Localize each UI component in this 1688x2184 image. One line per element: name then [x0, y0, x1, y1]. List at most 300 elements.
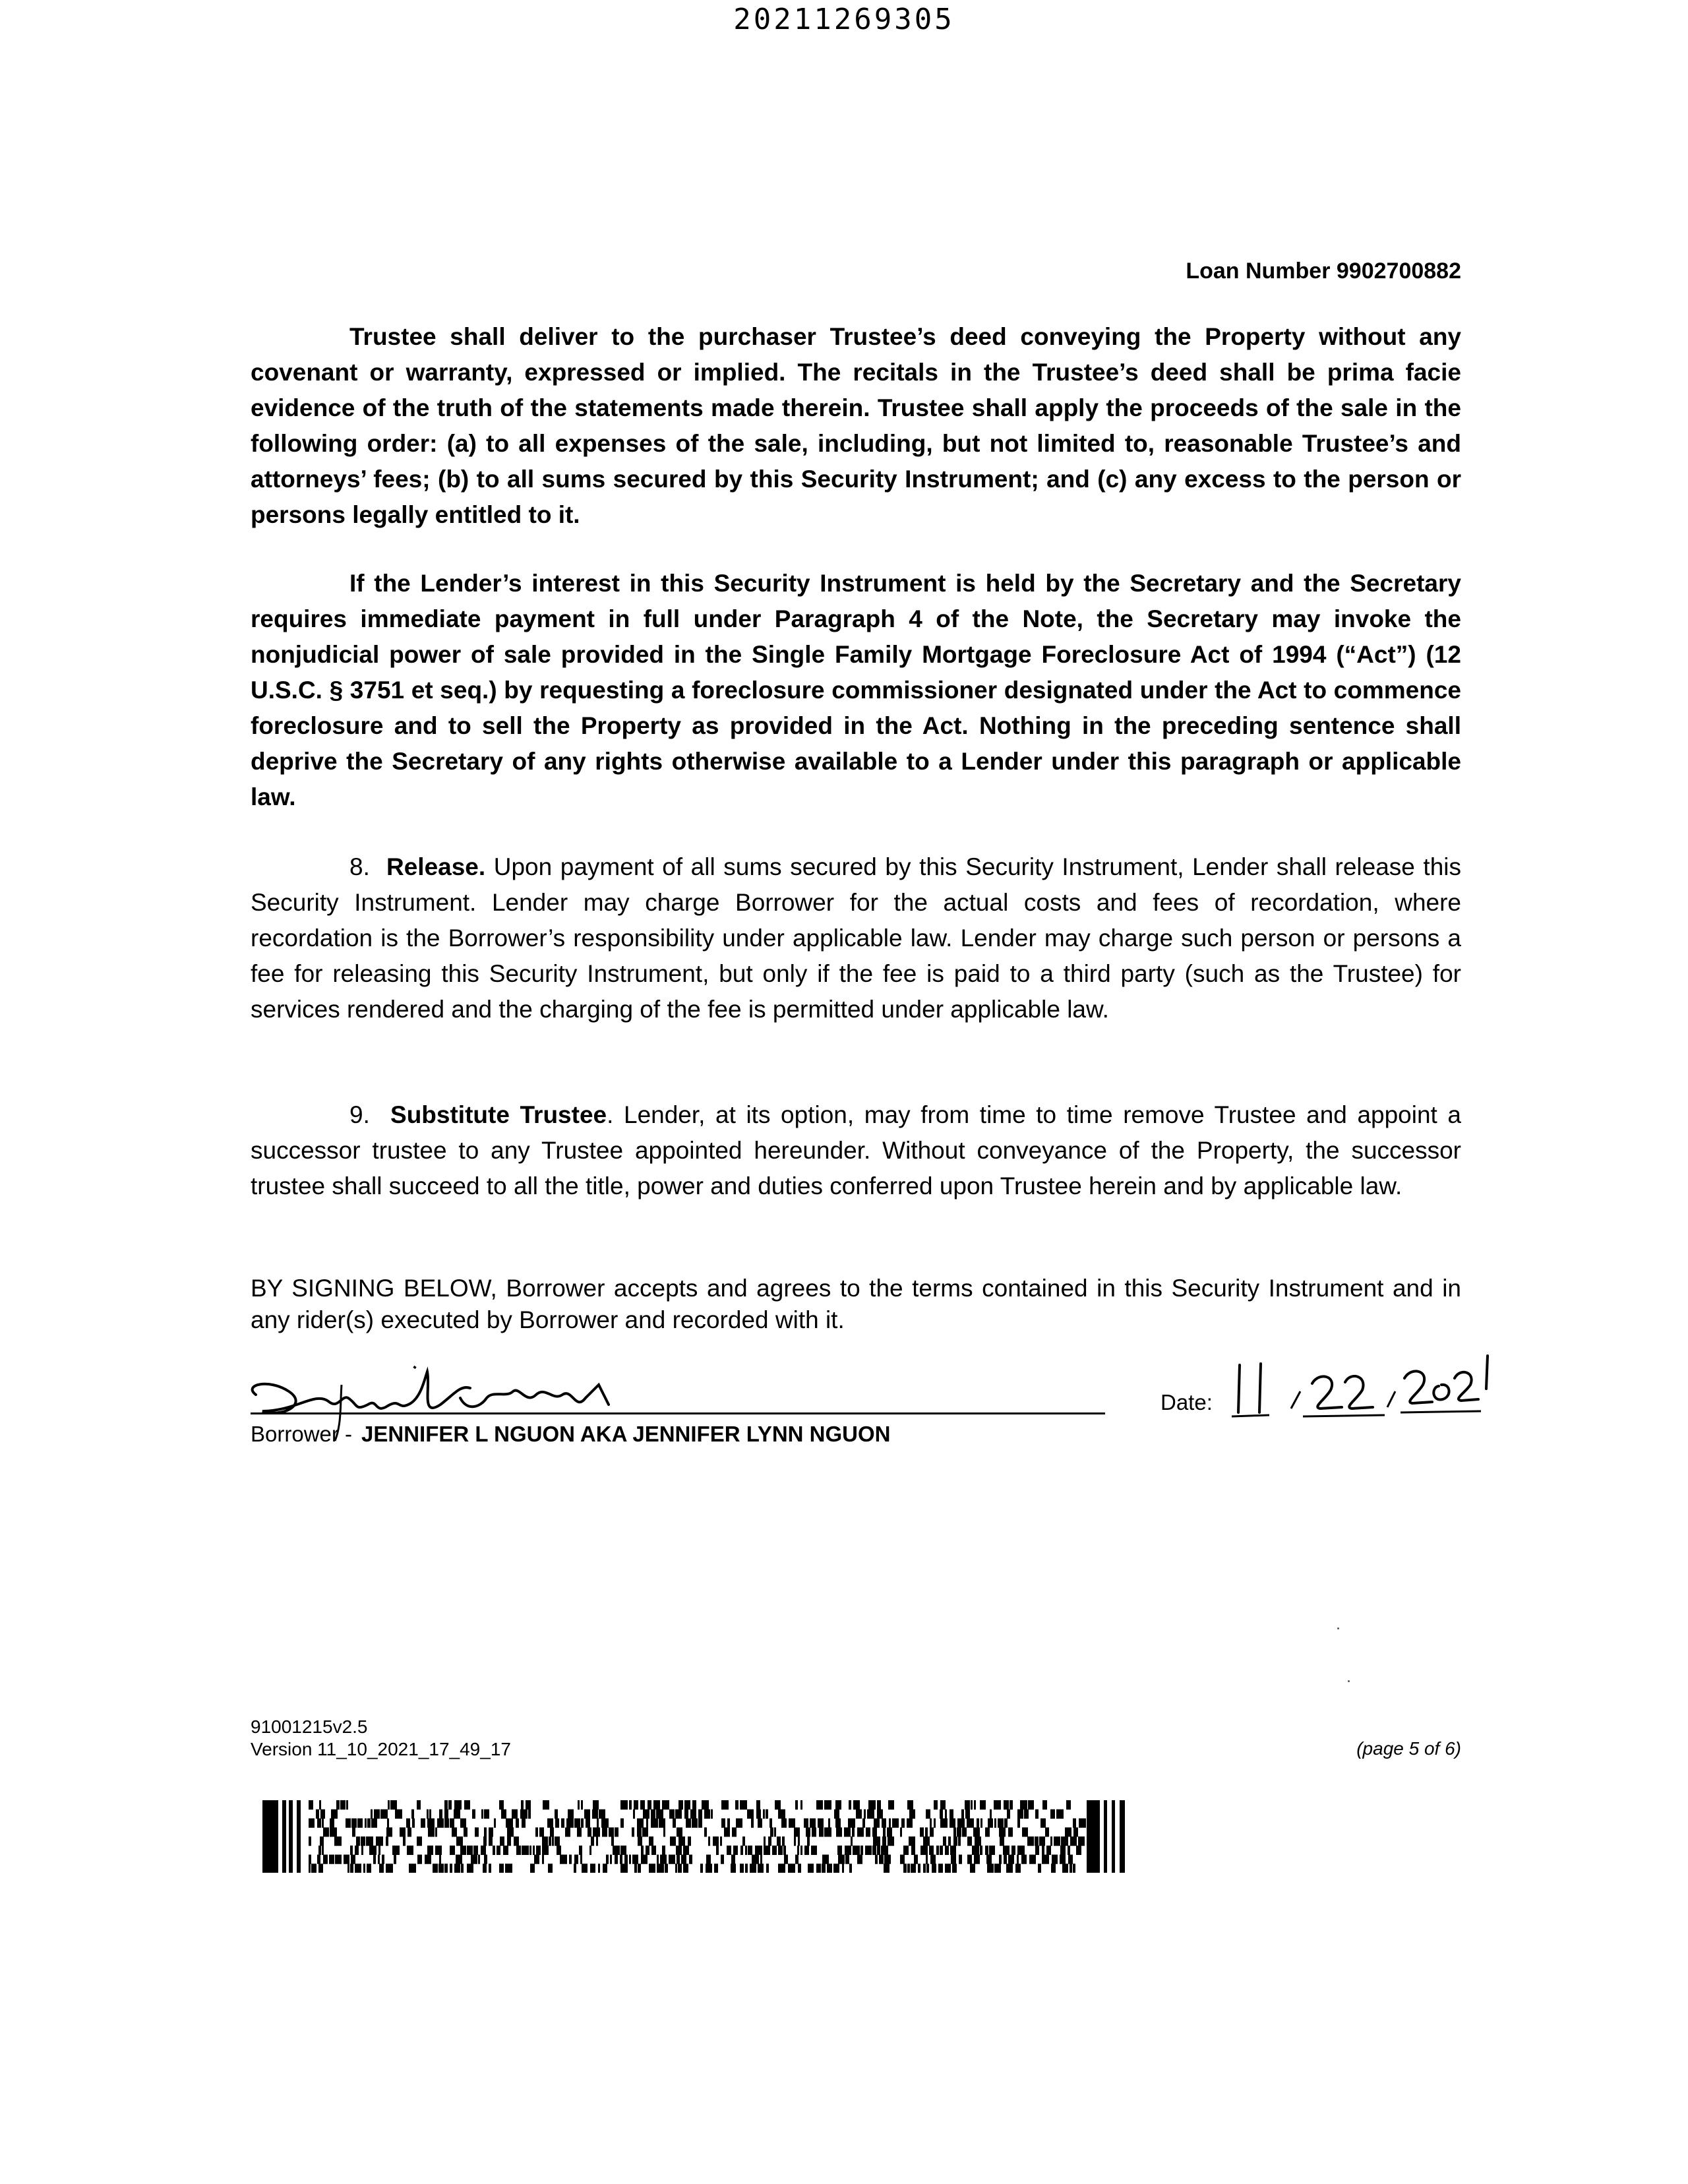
barcode-module	[842, 1864, 844, 1873]
barcode-module	[735, 1800, 738, 1809]
barcode-module	[860, 1846, 863, 1855]
barcode-module	[435, 1827, 437, 1836]
barcode-module	[520, 1809, 528, 1819]
barcode-module	[1022, 1827, 1028, 1836]
barcode-module	[868, 1800, 876, 1809]
barcode-module	[824, 1800, 831, 1809]
barcode-module	[489, 1827, 493, 1836]
barcode-module	[698, 1819, 702, 1828]
barcode-module	[378, 1846, 380, 1855]
barcode-module	[1004, 1819, 1008, 1828]
barcode-module	[926, 1855, 928, 1864]
barcode-module	[907, 1864, 910, 1873]
barcode-module	[499, 1864, 504, 1873]
barcode-module	[800, 1846, 802, 1855]
barcode-module	[659, 1819, 665, 1828]
barcode-module	[806, 1827, 810, 1836]
barcode-module	[580, 1855, 582, 1864]
section-9-substitute-trustee	[251, 1097, 1461, 1204]
barcode-module	[706, 1855, 711, 1864]
barcode-module	[380, 1809, 388, 1819]
barcode-module	[838, 1855, 845, 1864]
barcode-module	[1003, 1846, 1010, 1855]
barcode-module	[1073, 1864, 1075, 1873]
barcode-module	[884, 1864, 889, 1873]
barcode-module	[736, 1819, 742, 1828]
barcode-module	[581, 1800, 583, 1809]
barcode-module	[620, 1855, 622, 1864]
barcode-module	[297, 1800, 301, 1873]
barcode-module	[417, 1855, 422, 1864]
barcode-module	[1017, 1855, 1019, 1864]
barcode-module	[624, 1855, 628, 1864]
barcode-module	[1027, 1836, 1034, 1846]
barcode-module	[357, 1819, 363, 1828]
barcode-module	[866, 1827, 870, 1836]
barcode-module	[552, 1836, 554, 1846]
barcode-module	[903, 1846, 909, 1855]
barcode-module	[857, 1827, 864, 1836]
barcode-module	[386, 1836, 388, 1846]
barcode-module	[448, 1800, 452, 1809]
barcode-module	[986, 1855, 992, 1864]
barcode-module	[388, 1800, 390, 1809]
barcode-module	[528, 1809, 531, 1819]
barcode-module	[522, 1819, 526, 1828]
barcode-module	[323, 1827, 329, 1836]
barcode-module	[516, 1819, 519, 1828]
barcode-module	[569, 1855, 572, 1864]
barcode-module	[881, 1846, 888, 1855]
barcode-module	[930, 1819, 932, 1828]
barcode-module	[778, 1864, 785, 1873]
barcode-module	[811, 1846, 817, 1855]
barcode-module	[950, 1846, 956, 1855]
barcode-module	[926, 1864, 929, 1873]
barcode-module	[460, 1846, 466, 1855]
barcode-module	[957, 1827, 961, 1836]
barcode-module	[798, 1836, 800, 1846]
barcode-module	[673, 1819, 676, 1828]
barcode-module	[382, 1855, 384, 1864]
barcode-module	[318, 1864, 323, 1873]
barcode-module	[651, 1846, 656, 1855]
barcode-module	[1035, 1836, 1039, 1846]
barcode-module	[1073, 1819, 1076, 1828]
barcode-module	[874, 1819, 880, 1828]
barcode-module	[1000, 1836, 1004, 1846]
barcode-module	[386, 1864, 393, 1873]
barcode-module	[355, 1864, 361, 1873]
borrower-line	[251, 1422, 891, 1447]
barcode-module	[317, 1855, 320, 1864]
barcode-module	[889, 1819, 891, 1828]
barcode-module	[427, 1819, 435, 1828]
barcode-module	[444, 1809, 448, 1819]
barcode-module	[606, 1855, 609, 1864]
barcode-module	[812, 1827, 816, 1836]
barcode-module	[347, 1864, 349, 1873]
handwritten-date	[1220, 1352, 1497, 1424]
barcode-module	[597, 1819, 599, 1828]
barcode-module	[708, 1836, 710, 1846]
barcode-module	[316, 1809, 319, 1819]
barcode-module	[649, 1864, 655, 1873]
barcode-module	[974, 1800, 976, 1809]
barcode-module	[407, 1846, 413, 1855]
barcode-module	[1017, 1819, 1020, 1828]
barcode-module	[810, 1819, 816, 1828]
barcode-module	[461, 1864, 464, 1873]
barcode-module	[427, 1846, 433, 1855]
barcode-module	[845, 1846, 851, 1855]
barcode-module	[755, 1846, 762, 1855]
barcode-module	[849, 1800, 851, 1809]
barcode-module	[783, 1846, 786, 1855]
barcode-module	[849, 1864, 852, 1873]
barcode-module	[378, 1855, 380, 1864]
barcode-module	[965, 1809, 970, 1819]
barcode-module	[392, 1846, 400, 1855]
barcode-module	[999, 1855, 1002, 1864]
barcode-module	[581, 1819, 584, 1828]
barcode-module	[994, 1800, 1001, 1809]
barcode-module	[355, 1846, 359, 1855]
barcode-module	[987, 1864, 994, 1873]
borrower-name: JENNIFER L NGUON AKA JENNIFER LYNN NGUON	[361, 1422, 891, 1446]
barcode-module	[390, 1800, 397, 1809]
barcode-module	[586, 1819, 590, 1828]
barcode-module	[593, 1800, 599, 1809]
barcode-module	[1061, 1836, 1068, 1846]
barcode-module	[472, 1809, 475, 1819]
barcode-module	[721, 1855, 724, 1864]
barcode-module	[999, 1827, 1006, 1836]
barcode-module	[386, 1827, 392, 1836]
barcode-module	[262, 1800, 278, 1873]
barcode-module	[1070, 1864, 1072, 1873]
barcode-module	[475, 1827, 479, 1836]
barcode-module	[322, 1819, 324, 1828]
barcode-module	[770, 1827, 773, 1836]
barcode-module	[577, 1827, 582, 1836]
barcode-module	[670, 1836, 676, 1846]
barcode-module	[1066, 1800, 1071, 1809]
barcode-module	[450, 1864, 452, 1873]
barcode-module	[808, 1864, 814, 1873]
date-label: Date:	[1160, 1390, 1213, 1414]
barcode-module	[560, 1855, 567, 1864]
barcode-module	[940, 1846, 943, 1855]
barcode-module	[373, 1855, 376, 1864]
barcode-module	[945, 1864, 951, 1873]
barcode-module	[483, 1864, 487, 1873]
barcode-module	[542, 1846, 549, 1855]
barcode-module	[646, 1846, 649, 1855]
barcode-module	[745, 1846, 747, 1855]
barcode-module	[535, 1827, 538, 1836]
barcode-module	[827, 1864, 832, 1873]
barcode-module	[720, 1836, 722, 1846]
barcode-module	[665, 1864, 668, 1873]
barcode-module	[704, 1809, 710, 1819]
barcode-module	[974, 1855, 980, 1864]
barcode-module	[352, 1827, 355, 1836]
barcode-module	[548, 1864, 553, 1873]
barcode-module	[758, 1864, 764, 1873]
barcode-module	[669, 1809, 675, 1819]
barcode-module	[460, 1819, 466, 1828]
barcode-module	[1056, 1809, 1064, 1819]
barcode-module	[883, 1827, 886, 1836]
barcode-module	[959, 1855, 962, 1864]
barcode-module	[727, 1819, 730, 1828]
barcode-module	[400, 1827, 406, 1836]
barcode-module	[643, 1809, 649, 1819]
barcode-module	[684, 1809, 688, 1819]
barcode-module	[444, 1864, 448, 1873]
barcode-module	[678, 1836, 685, 1846]
barcode-module	[589, 1846, 591, 1855]
barcode-module	[530, 1864, 535, 1873]
signing-statement: BY SIGNING BELOW, Borrower accepts and agrees to the terms contained in this Security Instrument and in any rider(s) executed by Borrower and recorded with it.	[251, 1275, 1461, 1333]
barcode-module	[363, 1864, 365, 1873]
barcode-module	[629, 1800, 632, 1809]
barcode-module	[450, 1819, 454, 1828]
barcode-module	[429, 1809, 431, 1819]
barcode-module	[376, 1836, 383, 1846]
barcode-module	[835, 1819, 841, 1828]
barcode-module	[698, 1809, 702, 1819]
barcode-module	[454, 1809, 460, 1819]
barcode-module	[1051, 1864, 1056, 1873]
barcode-module	[940, 1800, 946, 1809]
barcode-module	[714, 1864, 718, 1873]
barcode-module	[550, 1827, 554, 1836]
barcode-module	[574, 1864, 576, 1873]
barcode-module	[824, 1827, 831, 1836]
barcode-module	[1004, 1800, 1009, 1809]
barcode-module	[740, 1864, 744, 1873]
barcode-module	[957, 1819, 965, 1828]
barcode-module	[936, 1846, 939, 1855]
barcode-module	[822, 1855, 829, 1864]
barcode-module	[522, 1846, 529, 1855]
barcode-module	[323, 1855, 328, 1864]
barcode-module	[369, 1846, 377, 1855]
barcode-module	[351, 1855, 355, 1864]
barcode-module	[309, 1819, 315, 1828]
barcode-module	[836, 1827, 842, 1836]
barcode-module	[662, 1800, 669, 1809]
barcode-module	[506, 1819, 513, 1828]
barcode-module	[596, 1836, 598, 1846]
barcode-module	[427, 1809, 429, 1819]
barcode-module	[574, 1855, 578, 1864]
barcode-module	[804, 1819, 808, 1828]
barcode-module	[322, 1846, 324, 1855]
barcode-module	[542, 1836, 548, 1846]
barcode-module	[489, 1836, 493, 1846]
barcode-module	[768, 1836, 771, 1846]
barcode-module	[953, 1827, 956, 1836]
barcode-module	[807, 1836, 810, 1846]
barcode-module	[371, 1819, 377, 1828]
barcode-module	[366, 1836, 373, 1846]
page-indicator: (page 5 of 6)	[1356, 1738, 1461, 1759]
barcode-module	[500, 1836, 504, 1846]
barcode-module	[934, 1800, 938, 1809]
barcode-module	[875, 1855, 878, 1864]
barcode-module	[929, 1846, 934, 1855]
barcode-module	[764, 1836, 766, 1846]
barcode-module	[764, 1846, 770, 1855]
barcode-module	[852, 1827, 855, 1836]
barcode-module	[411, 1809, 414, 1819]
barcode-module	[1017, 1809, 1023, 1819]
barcode-module	[930, 1855, 936, 1864]
barcode-module	[938, 1864, 943, 1873]
barcode-module	[521, 1800, 524, 1809]
barcode-module	[1060, 1846, 1066, 1855]
barcode-module	[950, 1819, 955, 1828]
barcode-module	[865, 1846, 872, 1855]
barcode-module	[591, 1836, 594, 1846]
barcode-module	[505, 1864, 512, 1873]
section-9-text: . Lender, at its option, may from time to time remove Trustee and appoint a successor trustee to any Trustee appointed hereunder. Without conveyance of the Property, the successor trustee shall succeed to all the title, power and duties conferred upon Trustee herein and by applicable law.	[251, 1101, 1461, 1199]
barcode-module	[763, 1809, 765, 1819]
barcode-module	[882, 1819, 886, 1828]
barcode-module	[350, 1846, 353, 1855]
section-9-title: Substitute Trustee	[390, 1101, 607, 1128]
barcode-module	[911, 1846, 915, 1855]
barcode-module	[1039, 1836, 1045, 1846]
loan-number: Loan Number 9902700882	[1186, 258, 1461, 284]
barcode-module	[1035, 1809, 1039, 1819]
barcode-module	[634, 1864, 637, 1873]
barcode-module	[417, 1800, 421, 1809]
barcode-module	[1004, 1855, 1007, 1864]
barcode-module	[514, 1836, 519, 1846]
barcode-module	[958, 1836, 961, 1846]
paragraph-secretary-foreclosure: If the Lender’s interest in this Security Instrument is held by the Secretary and the Secretary requires immediate payment in full under Paragraph 4 of the Note, the Secretary may invoke the nonjudicial power of sale provided in the Single Family Mortgage Foreclosure Act of 1994 (“Act”) (12 U.S.C. § 3751 et seq.) by requesting a foreclosure commissioner designated under the Act to commence foreclosure and to sell the Property as provided in the Act. Nothing in the preceding sentence shall deprive the Secretary of any rights otherwise available to a Lender under this paragraph or applicable law.	[251, 570, 1461, 810]
barcode-module	[592, 1809, 598, 1819]
barcode-module	[1054, 1836, 1060, 1846]
barcode-module	[499, 1800, 504, 1809]
barcode-module	[620, 1800, 628, 1809]
barcode-module	[678, 1864, 682, 1873]
barcode-module	[651, 1809, 655, 1819]
barcode-module	[481, 1809, 483, 1819]
barcode-module	[1070, 1836, 1077, 1846]
barcode-module	[642, 1827, 648, 1836]
barcode-module	[951, 1855, 956, 1864]
barcode-module	[367, 1864, 371, 1873]
barcode-module	[828, 1819, 830, 1828]
barcode-module	[637, 1827, 642, 1836]
barcode-module	[534, 1855, 539, 1864]
barcode-module	[985, 1827, 990, 1836]
barcode-module	[489, 1864, 491, 1873]
barcode-module	[507, 1836, 511, 1846]
barcode-module	[669, 1855, 675, 1864]
barcode-module	[965, 1800, 970, 1809]
barcode-module	[536, 1846, 541, 1855]
barcode-module	[782, 1836, 785, 1846]
barcode-module	[309, 1800, 313, 1809]
barcode-module	[784, 1855, 788, 1864]
barcode-module	[599, 1809, 605, 1819]
barcode-module	[1120, 1800, 1125, 1873]
barcode-module	[914, 1855, 918, 1864]
barcode-module	[740, 1800, 747, 1809]
barcode-module	[816, 1864, 821, 1873]
barcode-module	[557, 1846, 561, 1855]
section-8-number: 8.	[349, 853, 370, 880]
barcode-module	[371, 1809, 373, 1819]
barcode-module	[760, 1855, 762, 1864]
barcode-module	[454, 1864, 460, 1873]
barcode-module	[507, 1827, 514, 1836]
barcode-module	[683, 1846, 689, 1855]
barcode-module	[952, 1864, 957, 1873]
barcode-module	[493, 1846, 495, 1855]
barcode-module	[481, 1846, 486, 1855]
barcode-module	[930, 1827, 934, 1836]
barcode-module	[795, 1800, 798, 1809]
barcode-module	[464, 1827, 467, 1836]
barcode-module	[662, 1846, 665, 1855]
barcode-module	[684, 1800, 690, 1809]
barcode-module	[727, 1846, 731, 1855]
barcode-module	[732, 1827, 737, 1836]
barcode-module	[603, 1864, 607, 1873]
pdf417-barcode	[262, 1800, 1133, 1873]
barcode-module	[657, 1855, 659, 1864]
barcode-module	[471, 1855, 477, 1864]
barcode-module	[494, 1819, 496, 1828]
barcode-module	[367, 1819, 371, 1828]
barcode-module	[781, 1819, 787, 1828]
barcode-module	[555, 1819, 559, 1828]
barcode-module	[1024, 1809, 1029, 1819]
section-8-release	[251, 849, 1461, 1027]
barcode-module	[484, 1809, 489, 1819]
barcode-module	[543, 1800, 549, 1809]
barcode-module	[884, 1855, 891, 1864]
barcode-module	[907, 1800, 913, 1809]
barcode-module	[611, 1836, 614, 1846]
barcode-module	[778, 1846, 783, 1855]
barcode-module	[1068, 1855, 1073, 1864]
barcode-module	[778, 1809, 785, 1819]
barcode-module	[748, 1846, 752, 1855]
barcode-module	[945, 1846, 949, 1855]
barcode-module	[289, 1800, 293, 1873]
barcode-module	[637, 1819, 644, 1828]
barcode-module	[877, 1809, 883, 1819]
barcode-module	[926, 1809, 930, 1819]
barcode-module	[873, 1836, 880, 1846]
barcode-module	[706, 1864, 712, 1873]
barcode-module	[943, 1836, 946, 1846]
barcode-module	[590, 1864, 595, 1873]
barcode-module	[620, 1819, 624, 1828]
barcode-module	[678, 1800, 683, 1809]
barcode-module	[907, 1819, 913, 1828]
barcode-module	[862, 1819, 865, 1828]
barcode-module	[549, 1836, 551, 1846]
